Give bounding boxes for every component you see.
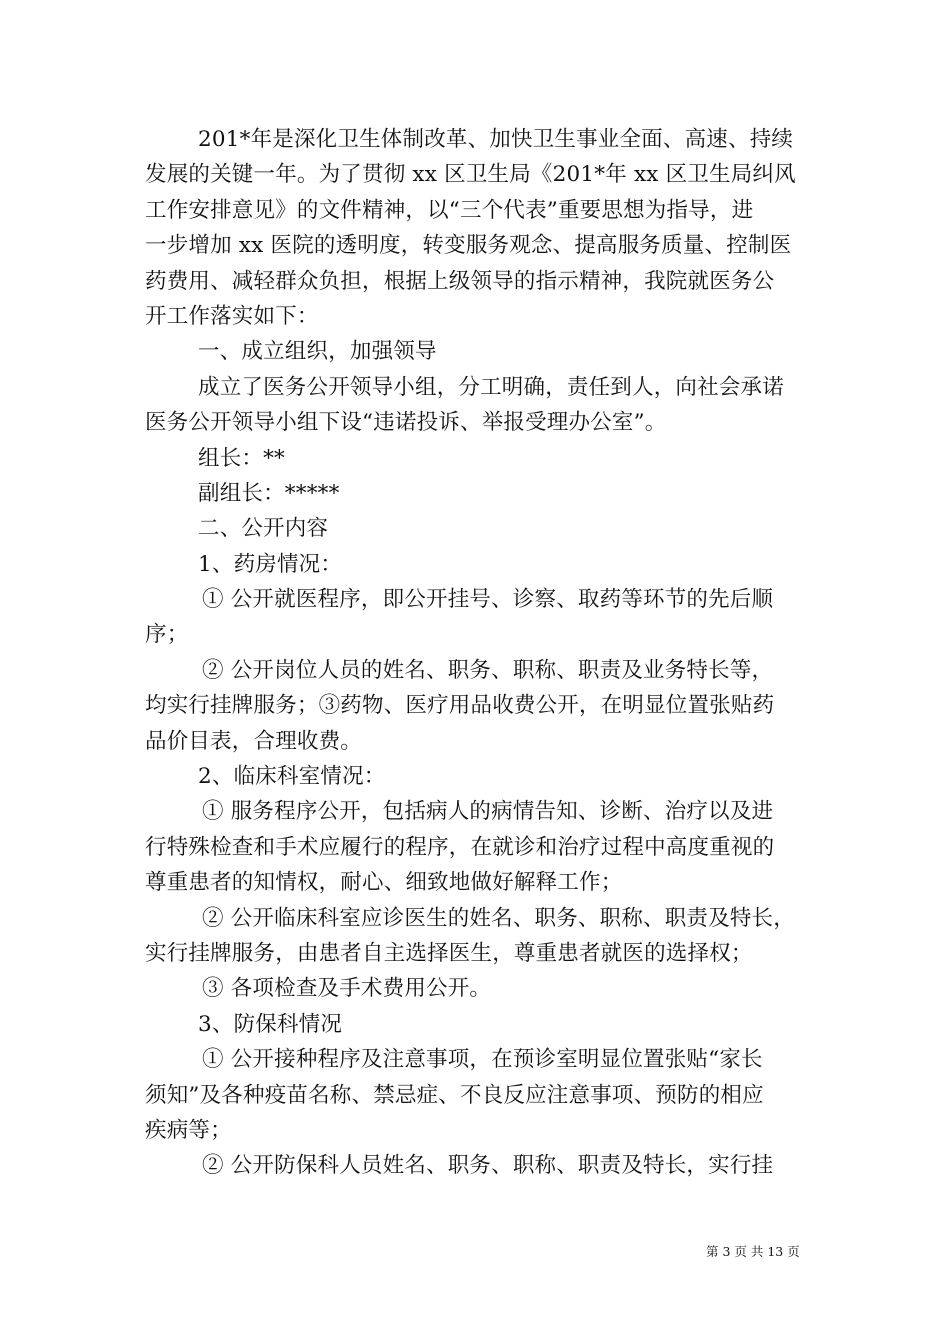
paragraph-line: 成立了医务公开领导小组，分工明确，责任到人，向社会承诺 bbox=[198, 374, 784, 400]
paragraph-line: ② 公开岗位人员的姓名、职务、职称、职责及业务特长等， bbox=[202, 657, 774, 683]
team-leader-line: 组长：** bbox=[198, 445, 286, 471]
paragraph-line: ③ 各项检查及手术费用公开。 bbox=[202, 976, 492, 1002]
paragraph-line: 须知”及各种疫苗名称、禁忌症、不良反应注意事项、预防的相应 bbox=[145, 1082, 764, 1108]
deputy-leader-line: 副组长：***** bbox=[198, 480, 340, 506]
paragraph-line: 药费用、减轻群众负担，根据上级领导的指示精神，我院就医务公 bbox=[145, 268, 775, 294]
paragraph-line: 均实行挂牌服务；③药物、医疗用品收费公开，在明显位置张贴药 bbox=[145, 693, 775, 719]
paragraph-line: ① 公开接种程序及注意事项，在预诊室明显位置张贴“家长 bbox=[202, 1047, 763, 1073]
paragraph-line: ② 公开防保科人员姓名、职务、职称、职责及特长，实行挂 bbox=[202, 1153, 774, 1179]
paragraph-line: 实行挂牌服务，由患者自主选择医生，尊重患者就医的选择权； bbox=[145, 940, 753, 966]
paragraph-line: ② 公开临床科室应诊医生的姓名、职务、职称、职责及特长， bbox=[202, 905, 795, 931]
paragraph-line: 品价目表，合理收费。 bbox=[145, 728, 363, 754]
paragraph-line: 尊重患者的知情权，耐心、细致地做好解释工作； bbox=[145, 870, 623, 896]
paragraph-line: 开工作落实如下： bbox=[145, 303, 319, 329]
paragraph-line: 201*年是深化卫生体制改革、加快卫生事业全面、高速、持续 bbox=[198, 127, 794, 152]
paragraph-line: 工作安排意见》的文件精神，以“三个代表”重要思想为指导，进 bbox=[145, 197, 754, 223]
paragraph-line: ① 服务程序公开，包括病人的病情告知、诊断、治疗以及进 bbox=[202, 799, 774, 825]
paragraph-line: 序； bbox=[145, 622, 189, 648]
section-heading: 一、成立组织，加强领导 bbox=[198, 339, 437, 365]
paragraph-line: ① 公开就医程序，即公开挂号、诊察、取药等环节的先后顺 bbox=[202, 587, 774, 613]
paragraph-line: 医务公开领导小组下设“违诺投诉、举报受理办公室”。 bbox=[145, 410, 667, 436]
section-heading: 二、公开内容 bbox=[198, 516, 329, 542]
paragraph-line: 一步增加 xx 医院的透明度，转变服务观念、提高服务质量、控制医 bbox=[145, 233, 792, 259]
paragraph-line: 疾病等； bbox=[145, 1117, 232, 1143]
subsection-heading: 3、防保科情况 bbox=[198, 1011, 343, 1037]
subsection-heading: 2、临床科室情况： bbox=[198, 764, 386, 790]
paragraph-line: 行特殊检查和手术应履行的程序，在就诊和治疗过程中高度重视的 bbox=[145, 834, 775, 860]
paragraph-line: 发展的关键一年。为了贯彻 xx 区卫生局《201*年 xx 区卫生局纠风 bbox=[145, 162, 796, 188]
page-number-footer: 第 3 页 共 13 页 bbox=[706, 1244, 800, 1259]
subsection-heading: 1、药房情况： bbox=[198, 551, 343, 577]
document-body bbox=[145, 122, 825, 1184]
